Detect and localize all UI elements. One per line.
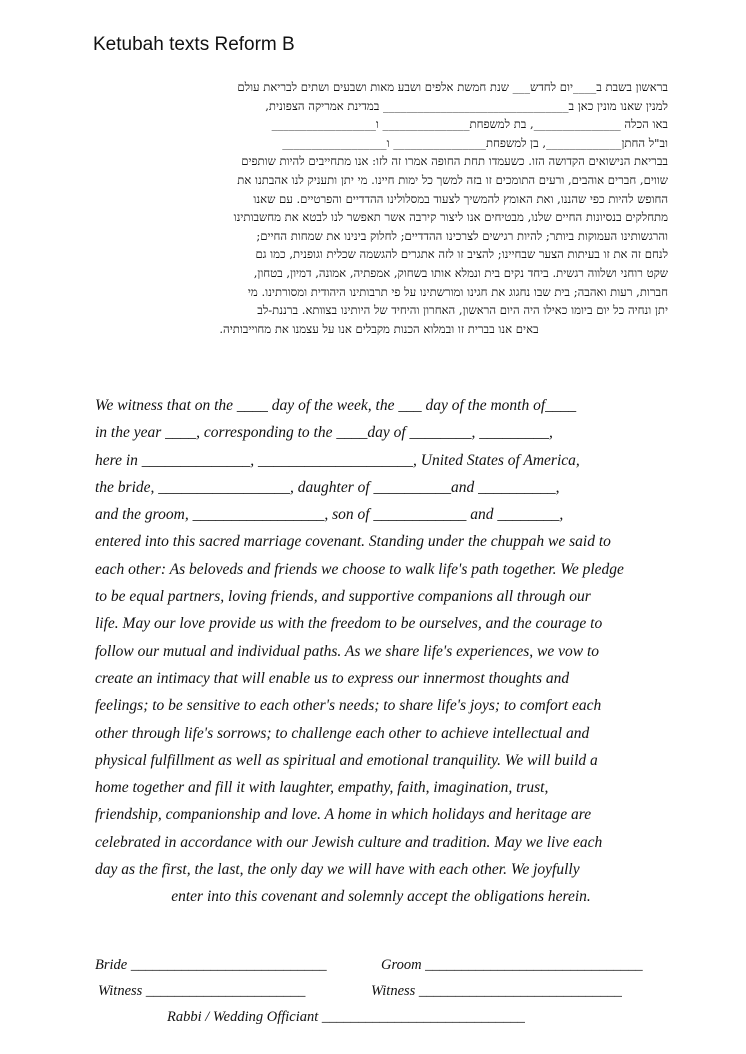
rabbi-signature-line[interactable]: Rabbi / Wedding Officiant ____________________________ <box>167 1009 525 1025</box>
english-line: and the groom, _________________, son of ____________ and ________, <box>95 506 564 524</box>
hebrew-line: לנחם זה את זו בעיתות הצער שבחיינו; להציב זו לזה אתגרים להגשמה שכלית וגופנית, כמו גם <box>255 247 668 262</box>
bride-signature-line[interactable]: Bride ___________________________ <box>95 957 327 973</box>
english-line: other through life's sorrows; to challenge each other to achieve intellectual and <box>95 724 590 742</box>
english-line: entered into this sacred marriage covenant. Standing under the chuppah we said to <box>95 533 611 551</box>
english-line: physical fulfillment as well as spiritual and emotional tranquility. We will build a <box>95 751 598 769</box>
hebrew-line: החופש להיות כפי שהננו, ואת האומץ להמשיך לצעוד במסלולינו ההדדיים והפרטיים. עם שאנו <box>253 191 668 206</box>
signature-row-couple <box>95 952 670 978</box>
hebrew-line: בבריאת הנישואים הקדושה הזו. כשעמדו תחת החופה אמרו זה לזו: אנו מתחייבים להיות שותפים <box>241 154 668 169</box>
hebrew-line: וב"ל החתן_____________, בן למשפחת________________ ו__________________ <box>282 135 668 150</box>
english-line: enter into this covenant and solemnly accept the obligations herein. <box>171 888 591 906</box>
groom-signature-line[interactable]: Groom ______________________________ <box>381 957 643 973</box>
hebrew-line: באו הכלה _______________, בת למשפחת_______________ ו__________________ <box>271 117 668 132</box>
english-line: home together and fill it with laughter, empathy, faith, imagination, trust, <box>95 779 549 797</box>
english-line: life. May our love provide us with the freedom to be ourselves, and the courage to <box>95 615 603 633</box>
hebrew-line: יתן ונחיה כל יום ביומו כאילו היה היום הראשון, האחרון והיחיד של היותינו בצוותא. ברננת-לב <box>257 303 668 318</box>
hebrew-line: למנין שאנו מונין כאן ב________________________________ במדינת אמריקה הצפונית, <box>265 98 668 113</box>
hebrew-text <box>90 78 668 338</box>
english-line: here in ______________, ____________________, United States of America, <box>95 451 580 469</box>
hebrew-line: חברות, רעות ואהבה; בית שבו נחגוג את חגינו ומורשתינו על פי תרבותינו היהודית ומסורתינו. מי <box>247 284 668 299</box>
signature-row-witnesses <box>95 978 670 1004</box>
english-line: friendship, companionship and love. A home in which holidays and heritage are <box>95 806 592 824</box>
signature-block <box>95 952 670 1030</box>
hebrew-line: שקט רוחני ושלווה רגשית. ביחד נקים בית ונמלא אותו בשחוק, אמפתיה, אמונה, דמיון, בטחון, <box>253 265 668 280</box>
witness-1-signature-line[interactable]: Witness ______________________ <box>98 983 306 999</box>
english-line: each other: As beloveds and friends we choose to walk life's path together. We pledge <box>95 560 624 578</box>
english-line: We witness that on the ____ day of the week, the ___ day of the month of____ <box>95 397 577 414</box>
signature-row-officiant <box>95 1004 670 1030</box>
hebrew-line: בראשון בשבת ב____יום לחדש___ שנת חמשת אלפים ושבע מאות ושבעים ושתים לבריאת עולם <box>237 80 668 94</box>
witness-2-signature-line[interactable]: Witness ____________________________ <box>371 983 622 999</box>
english-text <box>95 392 667 911</box>
hebrew-line: באים אנו בברית זו ובמלוא הכנות מקבלים אנו על עצמנו את מחוייבותיה. <box>219 321 539 336</box>
english-line: in the year ____, corresponding to the ____day of ________, _________, <box>95 424 553 442</box>
english-line: follow our mutual and individual paths. As we share life's experiences, we vow to <box>95 642 600 660</box>
page-title: Ketubah texts Reform B <box>93 34 295 55</box>
english-line: create an intimacy that will enable us to express our innermost thoughts and <box>95 669 570 687</box>
english-line: celebrated in accordance with our Jewish culture and tradition. May we live each <box>95 833 603 851</box>
hebrew-line: והרגשותינו העמוקות ביותר; להיות רגישים לצרכינו ההדדיים; לחלוק בינינו את שמחות החיים; <box>256 228 668 243</box>
english-line: to be equal partners, loving friends, and supportive companions all through our <box>95 588 591 606</box>
hebrew-line: מתחלקים בנסיונות החיים שלנו, מבטיחים אנו ליצור קירבה אשר תאפשר לנו לבטא את מחשבותינו <box>233 210 668 225</box>
hebrew-line: שווים, חברים אוהבים, ורעים התומכים זו בזה למשך כל ימות חיינו. מי יתן ותעניק לנו אהבתנו את <box>237 172 668 187</box>
english-line: the bride, _________________, daughter of __________and __________, <box>95 478 560 496</box>
english-line: feelings; to be sensitive to each other's needs; to share life's joys; to comfort each <box>95 697 602 715</box>
english-line: day as the first, the last, the only day we will have with each other. We joyfully <box>95 861 580 879</box>
